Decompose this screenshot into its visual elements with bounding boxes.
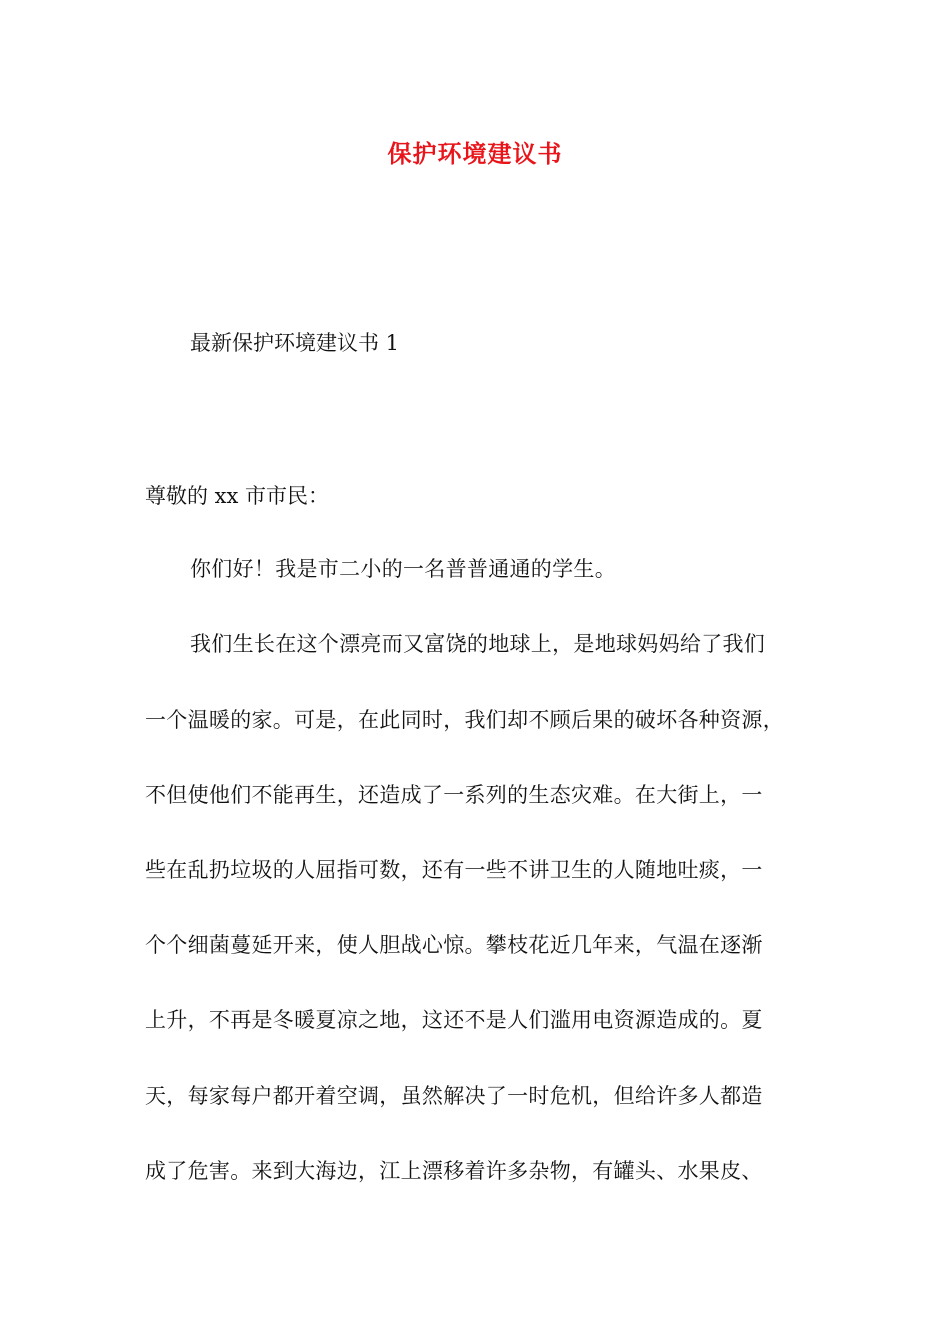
paragraph-line: 成了危害。来到大海边，江上漂移着许多杂物，有罐头、水果皮、 [145, 1159, 763, 1183]
paragraph-line: 我们生长在这个漂亮而又富饶的地球上，是地球妈妈给了我们 [190, 632, 766, 656]
document-title: 保护环境建议书 [387, 139, 563, 168]
paragraph-line: 一个温暖的家。可是，在此同时，我们却不顾后果的破坏各种资源， [145, 708, 784, 732]
paragraph-line: 你们好！我是市二小的一名普普通通的学生。 [190, 557, 616, 581]
paragraph-line: 不但使他们不能再生，还造成了一系列的生态灾难。在大街上，一 [145, 783, 763, 807]
paragraph-line: 上升，不再是冬暖夏凉之地，这还不是人们滥用电资源造成的。夏 [145, 1008, 763, 1032]
paragraph-line: 天，每家每户都开着空调，虽然解决了一时危机，但给许多人都造 [145, 1084, 763, 1108]
salutation: 尊敬的 xx 市市民： [145, 484, 330, 508]
paragraph-line: 个个细菌蔓延开来，使人胆战心惊。攀枝花近几年来，气温在逐渐 [145, 933, 763, 957]
section-heading: 最新保护环境建议书 1 [190, 331, 400, 355]
paragraph-line: 些在乱扔垃圾的人屈指可数，还有一些不讲卫生的人随地吐痰，一 [145, 858, 763, 882]
